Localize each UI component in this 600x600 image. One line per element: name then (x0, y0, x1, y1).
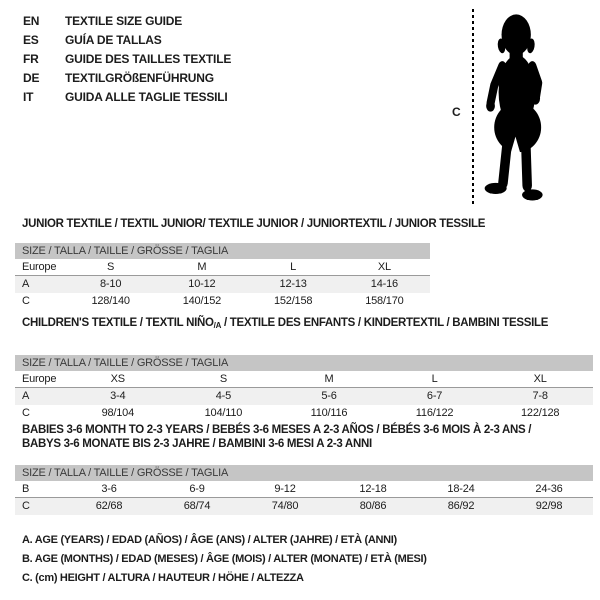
junior-section-title: JUNIOR TEXTILE / TEXTIL JUNIOR/ TEXTILE JUNIOR / JUNIORTEXTIL / JUNIOR TESSILE (22, 218, 486, 230)
language-label: GUIDE DES TAILLES TEXTILE (65, 52, 232, 66)
table-row (15, 498, 593, 515)
value-cell: 3-4 (110, 390, 126, 402)
value-cell: 12-13 (279, 278, 307, 290)
language-label: GUÍA DE TALLAS (65, 33, 162, 47)
junior-size-table (15, 243, 430, 310)
value-cell: 4-5 (215, 390, 232, 402)
children-title-pre: CHILDREN'S TEXTILE / TEXTIL NIÑO (22, 317, 214, 329)
children-section (0, 316, 600, 422)
value-cell: XS (110, 373, 125, 385)
value-cell: 92/98 (535, 500, 563, 512)
language-row (23, 12, 231, 31)
value-cell: S (219, 373, 227, 385)
junior-table-body (15, 259, 430, 310)
language-label: TEXTILE SIZE GUIDE (65, 14, 183, 28)
table-row (15, 388, 593, 405)
footnote-b: B. AGE (MONTHS) / EDAD (MESES) / ÂGE (MOIS) / ALTER (MONATE) / ETÀ (MESI) (22, 553, 427, 565)
value-cell: 68/74 (183, 500, 211, 512)
value-cell: 128/140 (91, 295, 130, 307)
language-header (23, 12, 231, 107)
children-title-subscript: /A (213, 321, 222, 330)
row-label-cell: A (22, 390, 30, 402)
value-cell: S (107, 261, 115, 273)
value-cell: 104/110 (204, 407, 243, 419)
value-cell: L (290, 261, 297, 273)
row-label-cell: C (22, 295, 30, 307)
children-size-table (15, 355, 593, 422)
value-cell: 9-12 (274, 483, 296, 495)
language-row (23, 88, 231, 107)
language-code: EN (23, 14, 40, 28)
language-code: IT (23, 90, 34, 104)
value-cell: 152/158 (273, 295, 313, 307)
value-cell: 110/116 (310, 407, 348, 419)
babies-table-body (15, 481, 593, 515)
table-row (15, 276, 430, 293)
value-cell: XL (533, 373, 547, 385)
value-cell: 86/92 (447, 500, 475, 512)
value-cell: 18-24 (447, 483, 475, 495)
value-cell: 122/128 (520, 407, 560, 419)
language-label: TEXTILGRÖßENFÜHRUNG (65, 71, 214, 85)
size-header-bar: SIZE / TALLA / TAILLE / GRÖSSE / TAGLIA (15, 243, 430, 259)
height-measure-line (472, 9, 474, 206)
table-row (15, 259, 430, 276)
children-title-post: / TEXTILE DES ENFANTS / KINDERTEXTIL / BAMBINI TESSILE (221, 317, 549, 329)
table-row (15, 405, 593, 422)
value-cell: XL (377, 261, 391, 273)
children-table-body (15, 371, 593, 422)
value-cell: 7-8 (532, 390, 548, 402)
value-cell: M (197, 261, 207, 273)
value-cell: 14-16 (370, 278, 398, 290)
table-row (15, 481, 593, 498)
value-cell: 6-9 (189, 483, 205, 495)
babies-section (0, 423, 600, 515)
language-code: DE (23, 71, 40, 85)
row-label-cell: C (22, 500, 30, 512)
language-code: ES (23, 33, 39, 47)
measure-label-c: C (452, 105, 461, 119)
language-label: GUIDA ALLE TAGLIE TESSILI (65, 90, 228, 104)
value-cell: M (324, 373, 334, 385)
row-label-cell: A (22, 278, 30, 290)
row-label-cell: B (22, 483, 30, 495)
size-header-bar: SIZE / TALLA / TAILLE / GRÖSSE / TAGLIA (15, 355, 593, 371)
language-row (23, 69, 231, 88)
size-header-bar: SIZE / TALLA / TAILLE / GRÖSSE / TAGLIA (15, 465, 593, 481)
language-row (23, 50, 231, 69)
footnotes (22, 531, 427, 588)
language-code: FR (23, 52, 39, 66)
value-cell: 140/152 (182, 295, 222, 307)
value-cell: 6-7 (426, 390, 443, 402)
value-cell: 3-6 (101, 483, 117, 495)
row-label-cell: Europe (22, 373, 57, 385)
row-label-cell: Europe (22, 261, 57, 273)
row-label-cell: C (22, 407, 30, 419)
footnote-a: A. AGE (YEARS) / EDAD (AÑOS) / ÂGE (ANS) / ALTER (JAHRE) / ETÀ (ANNI) (22, 534, 397, 546)
table-row (15, 371, 593, 388)
value-cell: 62/68 (95, 500, 123, 512)
babies-section-title-line1: BABIES 3-6 MONTH TO 2-3 YEARS / BEBÉS 3-6 MESES A 2-3 AÑOS / BÉBÉS 3-6 MOIS À 2-3 ANS / (22, 424, 532, 436)
value-cell: 8-10 (100, 278, 122, 290)
baby-silhouette-icon (481, 7, 569, 206)
value-cell: 158/170 (365, 295, 404, 307)
junior-section (0, 217, 600, 310)
value-cell: 5-6 (321, 390, 337, 402)
value-cell: L (431, 373, 438, 385)
language-row (23, 31, 231, 50)
babies-section-title-line2: BABYS 3-6 MONATE BIS 2-3 JAHRE / BAMBINI 3-6 MESI A 2-3 ANNI (22, 438, 372, 450)
value-cell: 74/80 (271, 500, 299, 512)
table-row (15, 293, 430, 310)
footnote-c: C. (cm) HEIGHT / ALTURA / HAUTEUR / HÖHE / ALTEZZA (22, 572, 304, 584)
value-cell: 80/86 (359, 500, 387, 512)
children-section-title (22, 316, 600, 333)
value-cell: 24-36 (535, 483, 563, 495)
value-cell: 98/104 (101, 407, 135, 419)
value-cell: 12-18 (359, 483, 387, 495)
value-cell: 10-12 (188, 278, 216, 290)
value-cell: 116/122 (415, 407, 454, 419)
babies-size-table (15, 465, 593, 515)
